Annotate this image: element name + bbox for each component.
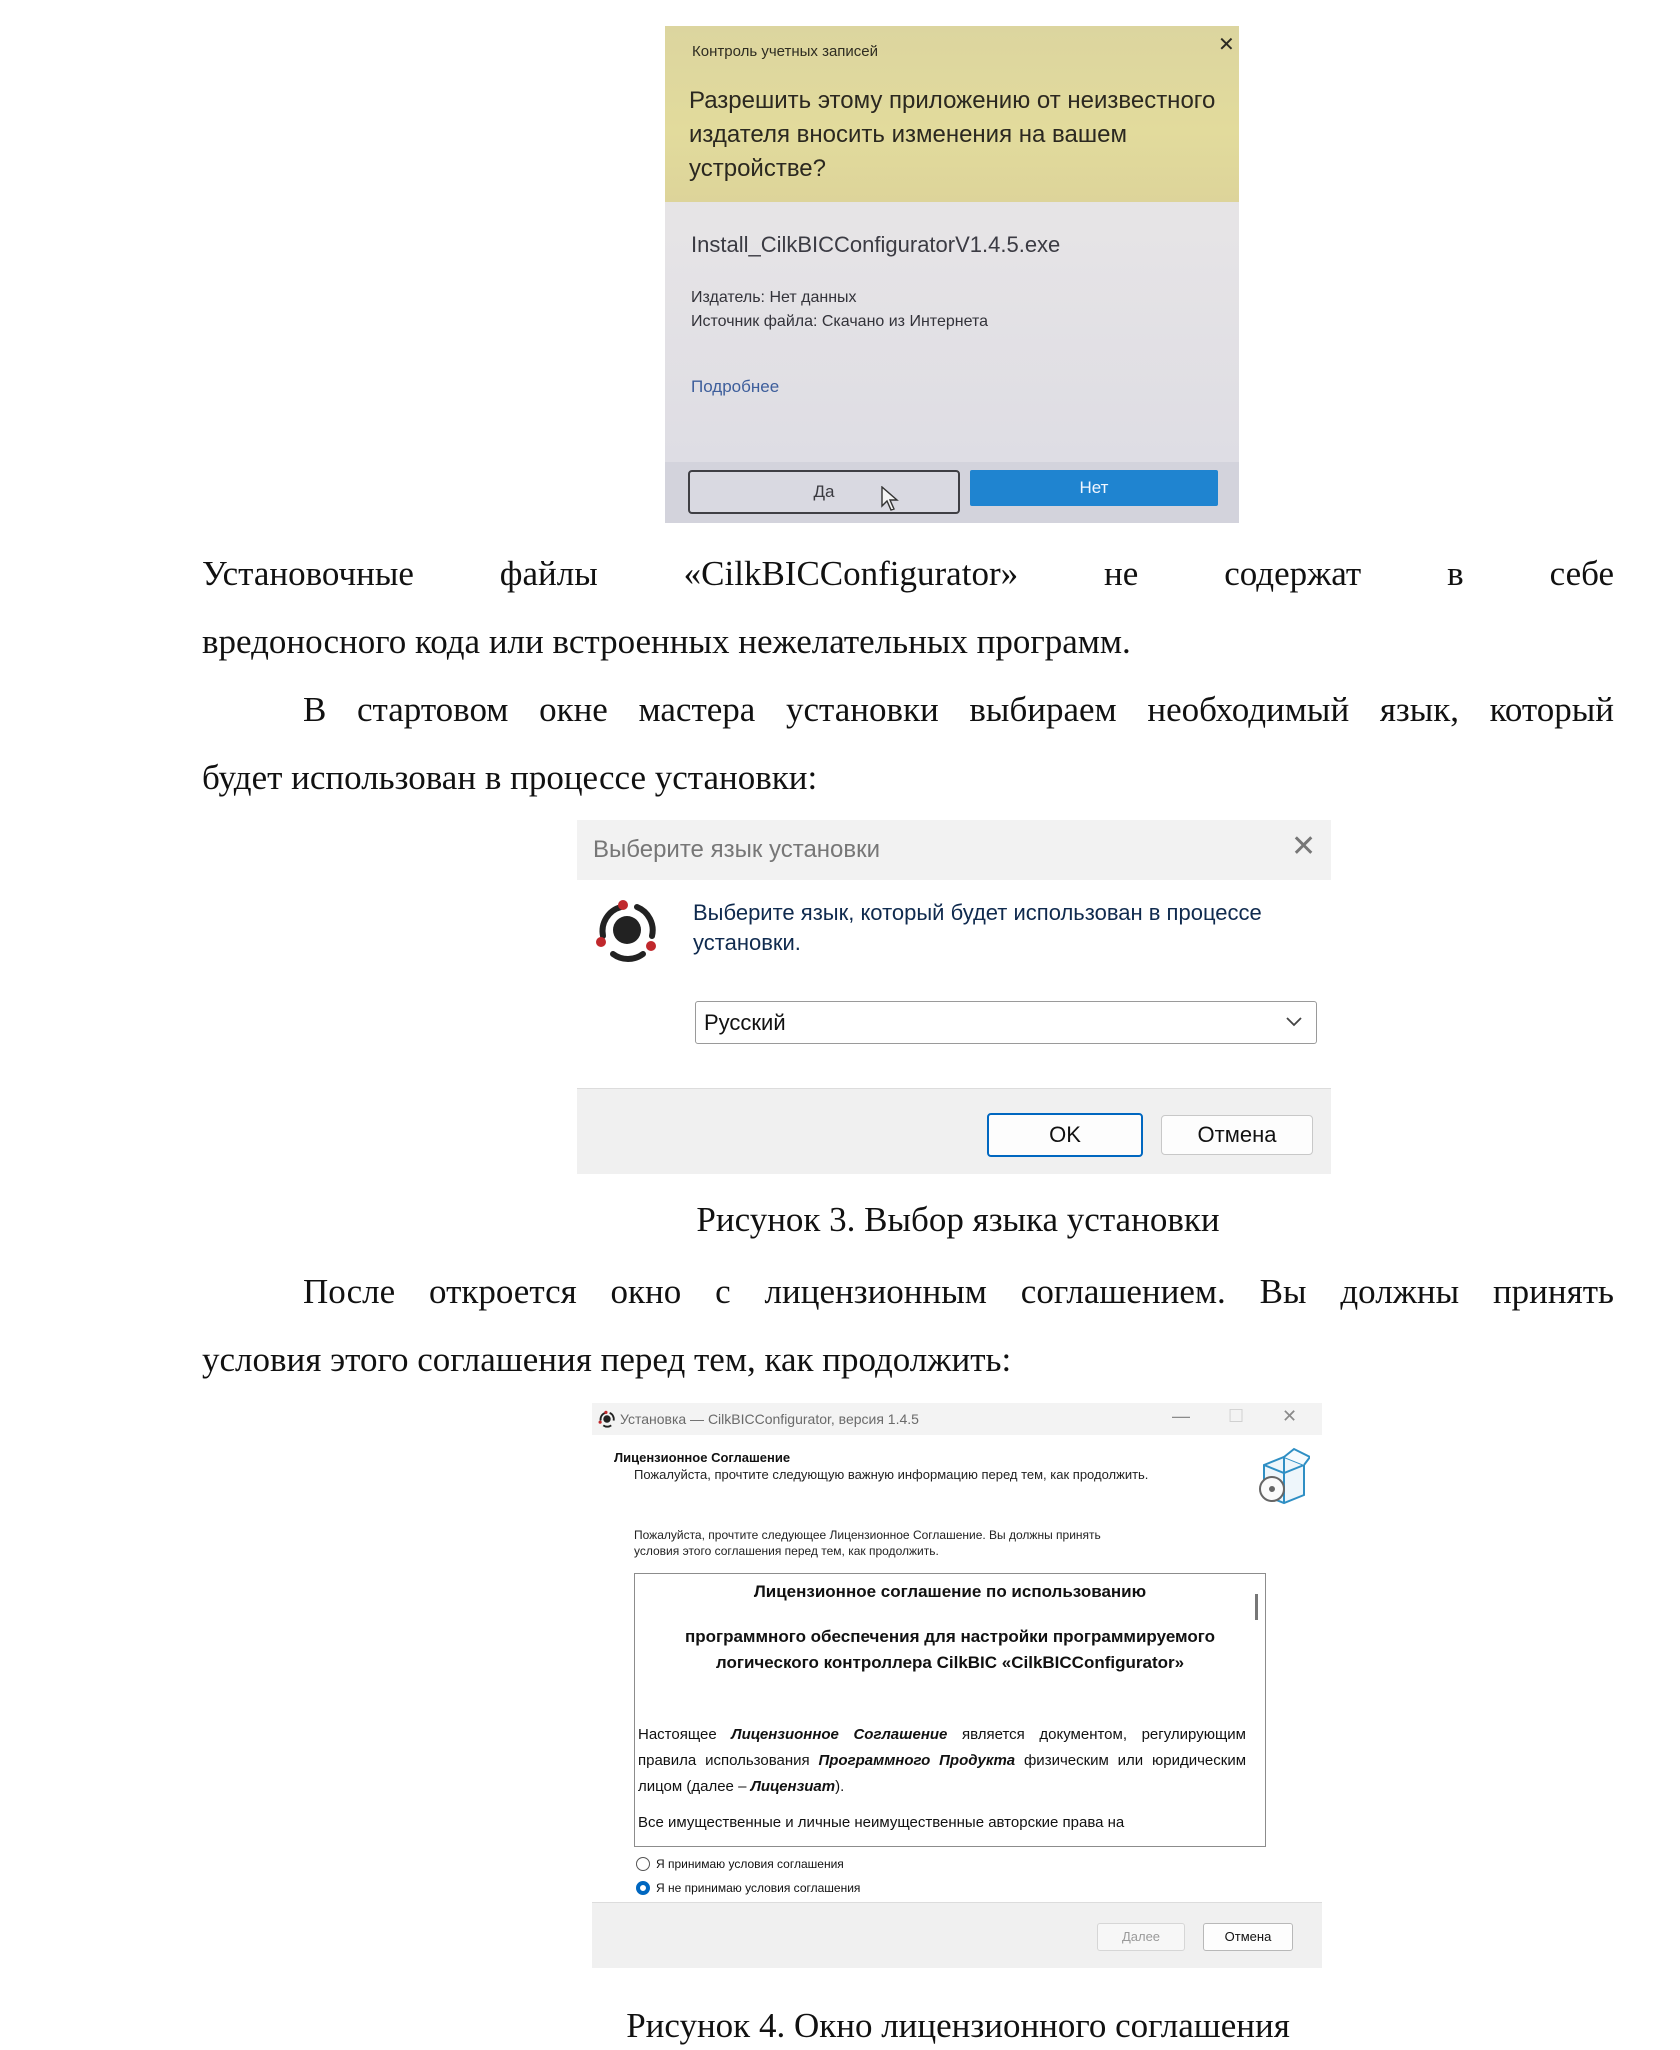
paragraph-3-line-1: После откроется окно с лицензионным соглашением. Вы должны принять — [303, 1272, 1614, 1311]
language-select-value: Русский — [704, 1010, 786, 1035]
close-button[interactable]: ✕ — [1282, 1406, 1298, 1426]
agreement-subtitle-line-2: логического контроллера CilkBIC «CilkBICConfigurator» — [715, 1653, 1185, 1672]
cancel-button[interactable]: Отмена — [1203, 1923, 1293, 1951]
next-button: Далее — [1097, 1923, 1185, 1951]
agreement-text-end: ). — [835, 1778, 845, 1795]
paragraph-1-line-2: вредоносного кода или встроенных нежелательных программ. — [202, 622, 1131, 661]
decline-radio[interactable] — [636, 1881, 650, 1895]
dialog-title: Выберите язык установки — [593, 836, 881, 863]
page-subheading: Пожалуйста, прочтите следующую важную информацию перед тем, как продолжить. — [634, 1467, 1149, 1482]
window-title: Установка — CilkBICConfigurator, версия 1.4.5 — [620, 1411, 919, 1427]
app-logo-icon — [598, 1410, 616, 1428]
agreement-subtitle — [635, 1624, 1265, 1676]
uac-publisher: Издатель: Нет данных — [691, 289, 857, 306]
page-heading: Лицензионное Соглашение — [614, 1450, 791, 1465]
paragraph-3-line-2: условия этого соглашения перед тем, как продолжить: — [202, 1340, 1012, 1379]
agreement-subtitle-line-1: программного обеспечения для настройки программируемого — [684, 1627, 1216, 1646]
uac-question: Разрешить этому приложению от неизвестного издателя вносить изменения на вашем устройстве? — [689, 87, 1216, 182]
yes-button[interactable]: Да — [688, 470, 960, 514]
uac-title: Контроль учетных записей — [692, 43, 879, 60]
minimize-button[interactable]: — — [1172, 1406, 1190, 1426]
ok-button[interactable]: OK — [987, 1113, 1143, 1157]
maximize-button: ☐ — [1228, 1406, 1245, 1426]
figure-4-caption: Рисунок 4. Окно лицензионного соглашения — [626, 2006, 1290, 2045]
language-prompt: Выберите язык, который будет использован в процессе установки. — [693, 900, 1262, 955]
agreement-text-start: Настоящее — [638, 1726, 717, 1743]
install-box-icon — [1254, 1445, 1310, 1505]
cancel-button[interactable]: Отмена — [1161, 1115, 1313, 1155]
intro-text: Пожалуйста, прочтите следующее Лицензионное Соглашение. Вы должны принять условия этого соглашения перед тем, как продолжить. — [634, 1528, 1101, 1558]
agreement-text-mid: является документом, регулирующим правила использования — [638, 1726, 1246, 1769]
figure-3-caption: Рисунок 3. Выбор языка установки — [696, 1200, 1220, 1239]
uac-source: Источник файла: Скачано из Интернета — [691, 313, 988, 330]
no-button[interactable]: Нет — [970, 470, 1218, 506]
agreement-textbox[interactable] — [634, 1573, 1266, 1847]
license-dialog — [592, 1403, 1322, 1968]
scrollbar-thumb[interactable] — [1255, 1594, 1258, 1620]
agreement-paragraph — [638, 1722, 1246, 1836]
decline-label[interactable]: Я не принимаю условия соглашения — [656, 1881, 861, 1895]
agreement-term-licensee: Лицензиат — [750, 1778, 836, 1795]
app-logo-icon — [593, 896, 661, 964]
chevron-down-icon — [1284, 1012, 1304, 1032]
language-select[interactable] — [695, 1001, 1317, 1044]
paragraph-2-line-1: В стартовом окне мастера установки выбираем необходимый язык, который — [303, 690, 1614, 729]
paragraph-1-line-1: Установочные файлы «CilkBICConfigurator» не содержат в себе — [202, 554, 1614, 593]
agreement-text-mid2: физическим или юридическим лицом (далее – — [638, 1752, 1247, 1795]
accept-radio[interactable] — [636, 1857, 650, 1871]
paragraph-2-line-2: будет использован в процессе установки: — [202, 758, 818, 797]
language-dialog — [577, 820, 1331, 1174]
uac-dialog-photo — [665, 26, 1239, 523]
close-icon[interactable]: ✕ — [1218, 34, 1235, 56]
uac-file-name: Install_CilkBICConfiguratorV1.4.5.exe — [691, 232, 1061, 257]
agreement-title: Лицензионное соглашение по использованию — [753, 1582, 1147, 1601]
agreement-term-license: Лицензионное Соглашение — [731, 1726, 948, 1743]
agreement-paragraph-2: Все имущественные и личные неимущественные авторские права на — [638, 1814, 1125, 1831]
close-icon[interactable]: ✕ — [1291, 830, 1317, 863]
agreement-term-product: Программного Продукта — [818, 1752, 1016, 1769]
uac-more-link[interactable]: Подробнее — [691, 377, 780, 396]
mouse-cursor-icon — [881, 486, 899, 512]
accept-label[interactable]: Я принимаю условия соглашения — [656, 1857, 844, 1871]
